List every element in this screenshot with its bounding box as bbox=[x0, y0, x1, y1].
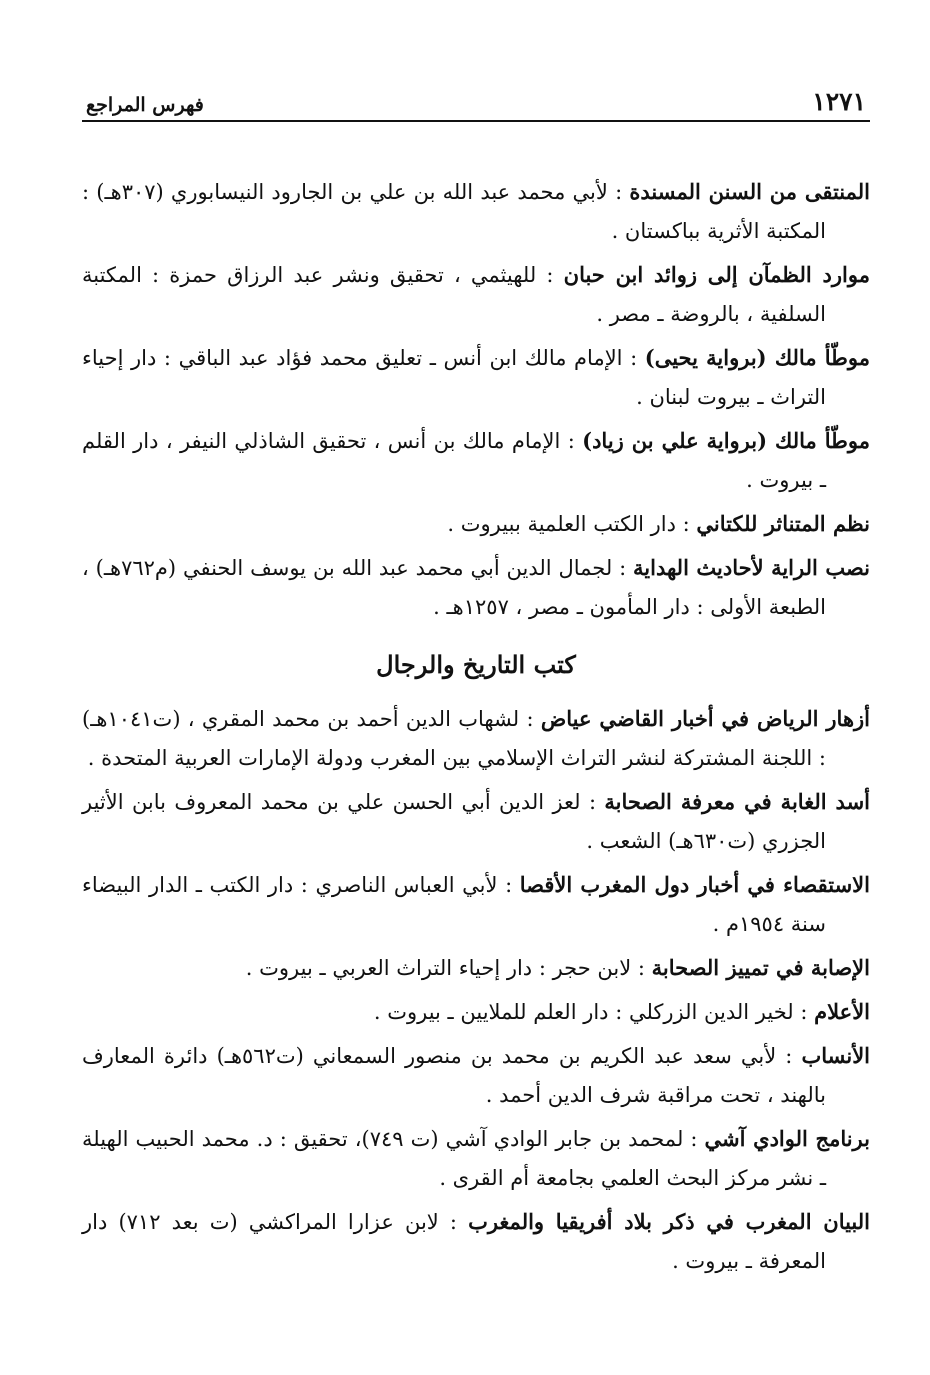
reference-title: نصب الراية لأحاديث الهداية bbox=[633, 555, 870, 580]
reference-title: الأعلام bbox=[814, 999, 870, 1024]
reference-entry bbox=[82, 504, 870, 544]
section-heading: كتب التاريخ والرجال bbox=[376, 650, 576, 679]
reference-title: نظم المتناثر للكتاني bbox=[696, 511, 870, 536]
reference-list bbox=[82, 172, 870, 1281]
reference-title: أسد الغابة في معرفة الصحابة bbox=[604, 789, 871, 814]
reference-details: : لأبي سعد عبد الكريم بن محمد بن منصور السمعاني (ت٥٦٢هـ) دائرة المعارف بالهند ، تحت مراقبة شرف الدين أحمد . bbox=[82, 1044, 826, 1107]
reference-details: : لعز الدين أبي الحسن علي بن محمد المعروف بابن الأثير الجزري (ت٦٣٠هـ) الشعب . bbox=[82, 790, 826, 853]
reference-details: : لأبي محمد عبد الله بن علي بن الجارود النيسابوري (٣٠٧هـ) : المكتبة الأثرية بباكستان . bbox=[82, 180, 826, 243]
reference-entry bbox=[82, 255, 870, 334]
reference-details: : للهيثمي ، تحقيق ونشر عبد الرزاق حمزة : المكتبة السلفية ، بالروضة ـ مصر . bbox=[82, 263, 826, 326]
header-title: فهرس المراجع bbox=[86, 94, 204, 116]
reference-details: : لخير الدين الزركلي : دار العلم للملايين ـ بيروت . bbox=[373, 1000, 815, 1024]
reference-entry bbox=[82, 421, 870, 500]
reference-title: برنامج الوادي آشي bbox=[704, 1126, 870, 1151]
reference-entry bbox=[82, 172, 870, 251]
reference-details: : لمحمد بن جابر الوادي آشي (ت ٧٤٩)، تحقيق : د. محمد الحبيب الهيلة ـ نشر مركز البحث العلمي بجامعة أم القرى . bbox=[82, 1127, 826, 1190]
reference-entry bbox=[82, 1119, 870, 1198]
reference-details: : لجمال الدين أبي محمد عبد الله بن يوسف الحنفي (م٧٦٢هـ) ، الطبعة الأولى : دار المأمون ـ مصر ، ١٢٥٧هـ . bbox=[82, 556, 826, 619]
reference-details: : لأبي العباس الناصري : دار الكتب ـ الدار البيضاء سنة ١٩٥٤م . bbox=[82, 873, 826, 936]
reference-details: : الإمام مالك بن أنس ، تحقيق الشاذلي النيفر ، دار القلم ـ بيروت . bbox=[82, 429, 826, 492]
reference-details: : لشهاب الدين أحمد بن محمد المقري ، (ت١٠٤١هـ) : اللجنة المشتركة لنشر التراث الإسلامي بين المغرب ودولة الإمارات العربية المتحدة . bbox=[82, 707, 826, 770]
reference-title: أزهار الرياض في أخبار القاضي عياض bbox=[540, 706, 870, 731]
reference-title: المنتقى من السنن المسندة bbox=[629, 179, 870, 204]
reference-title: الاستقصاء في أخبار دول المغرب الأقصا bbox=[519, 872, 870, 897]
reference-details: : دار الكتب العلمية ببيروت . bbox=[447, 512, 697, 536]
reference-entry bbox=[82, 782, 870, 861]
reference-entry bbox=[82, 992, 870, 1032]
reference-entry bbox=[82, 948, 870, 988]
reference-title: الإصابة في تمييز الصحابة bbox=[651, 955, 870, 980]
document-page bbox=[82, 80, 870, 1285]
reference-title: الأنساب bbox=[801, 1043, 871, 1068]
reference-details: : الإمام مالك ابن أنس ـ تعليق محمد فؤاد عبد الباقي : دار إحياء التراث ـ بيروت لبنان . bbox=[82, 346, 826, 409]
page-number: ١٢٧١ bbox=[812, 87, 866, 116]
reference-title: موارد الظمآن إلى زوائد ابن حبان bbox=[563, 262, 870, 287]
reference-details: : لابن عزارا المراكشي (ت بعد ٧١٢) دار المعرفة ـ بيروت . bbox=[82, 1210, 826, 1273]
reference-entry bbox=[82, 865, 870, 944]
reference-details: : لابن حجر : دار إحياء التراث العربي ـ بيروت . bbox=[245, 956, 652, 980]
reference-title: موطّأ مالك (برواية يحيى) bbox=[644, 345, 870, 370]
reference-entry bbox=[82, 548, 870, 627]
reference-entry bbox=[82, 1036, 870, 1115]
running-header bbox=[82, 80, 870, 122]
reference-entry bbox=[82, 1202, 870, 1281]
reference-title: موطّأ مالك (برواية علي بن زياد) bbox=[582, 428, 870, 453]
reference-entry bbox=[82, 699, 870, 778]
reference-entry bbox=[82, 338, 870, 417]
reference-title: البيان المغرب في ذكر بلاد أفريقيا والمغرب bbox=[468, 1209, 870, 1234]
